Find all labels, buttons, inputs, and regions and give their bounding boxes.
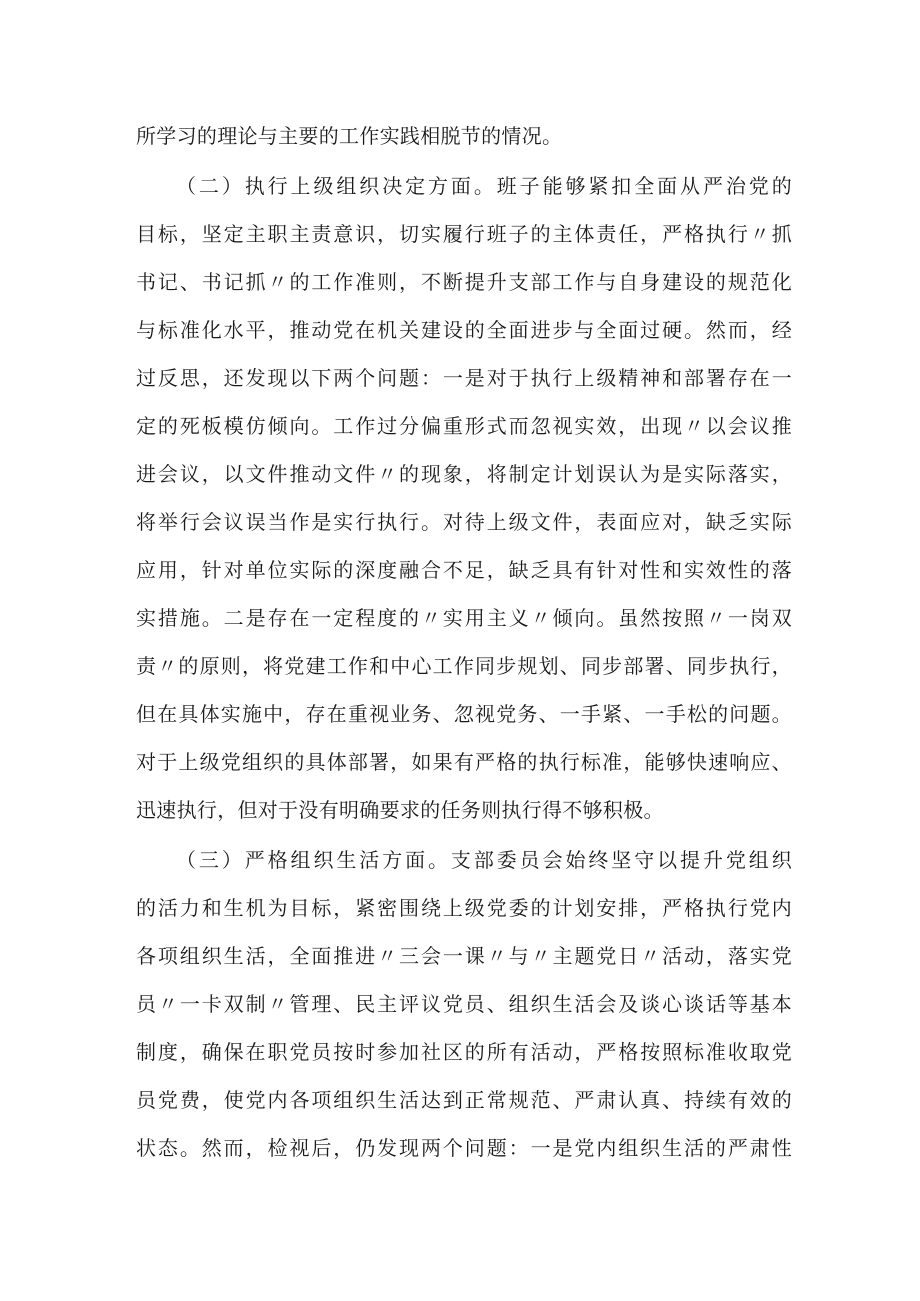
- text-line: （二）执行上级组织决定方面。班子能够紧扣全面从严治党的: [176, 174, 792, 198]
- text-line: 对于上级党组织的具体部署，如果有严格的执行标准，能够快速响应、: [136, 750, 792, 774]
- paragraph: [136, 162, 792, 834]
- text-line: 将举行会议误当作是实行执行。对待上级文件，表面应对，缺乏实际: [136, 510, 792, 534]
- text-line: 书记、书记抓〃的工作准则，不断提升支部工作与自身建设的规范化: [136, 270, 792, 294]
- paragraph: [136, 836, 792, 1172]
- text-line: 员党费，使党内各项组织生活达到正常规范、严肃认真、持续有效的: [136, 1088, 792, 1112]
- text-line: 所学习的理论与主要的工作实践相脱节的情况。: [136, 124, 563, 148]
- text-line: 各项组织生活，全面推进〃三会一课〃与〃主题党日〃活动，落实党: [136, 944, 792, 968]
- paragraph: [136, 112, 792, 160]
- text-line: 进会议，以文件推动文件〃的现象，将制定计划误认为是实际落实，: [136, 462, 792, 486]
- text-line: 但在具体实施中，存在重视业务、忽视党务、一手紧、一手松的问题。: [136, 702, 792, 726]
- text-line: 状态。然而，检视后，仍发现两个问题：一是党内组织生活的严肃性: [136, 1136, 792, 1160]
- text-line: 迅速执行，但对于没有明确要求的任务则执行得不够积极。: [136, 798, 664, 822]
- text-line: 实措施。二是存在一定程度的〃实用主义〃倾向。虽然按照〃一岗双: [136, 606, 792, 630]
- text-line: （三）严格组织生活方面。支部委员会始终坚守以提升党组织: [176, 848, 792, 872]
- text-line: 应用，针对单位实际的深度融合不足，缺乏具有针对性和实效性的落: [136, 558, 792, 582]
- text-line: 与标准化水平，推动党在机关建设的全面进步与全面过硬。然而，经: [136, 318, 792, 342]
- text-line: 员〃一卡双制〃管理、民主评议党员、组织生活会及谈心谈话等基本: [136, 992, 792, 1016]
- text-line: 责〃的原则，将党建工作和中心工作同步规划、同步部署、同步执行，: [136, 654, 792, 678]
- text-line: 制度，确保在职党员按时参加社区的所有活动，严格按照标准收取党: [136, 1040, 792, 1064]
- text-line: 定的死板模仿倾向。工作过分偏重形式而忽视实效，出现〃以会议推: [136, 414, 792, 438]
- text-line: 过反思，还发现以下两个问题：一是对于执行上级精神和部署存在一: [136, 366, 792, 390]
- document-body: [136, 112, 792, 1172]
- text-line: 目标，坚定主职主责意识，切实履行班子的主体责任，严格执行〃抓: [136, 222, 792, 246]
- text-line: 的活力和生机为目标，紧密围绕上级党委的计划安排，严格执行党内: [136, 896, 792, 920]
